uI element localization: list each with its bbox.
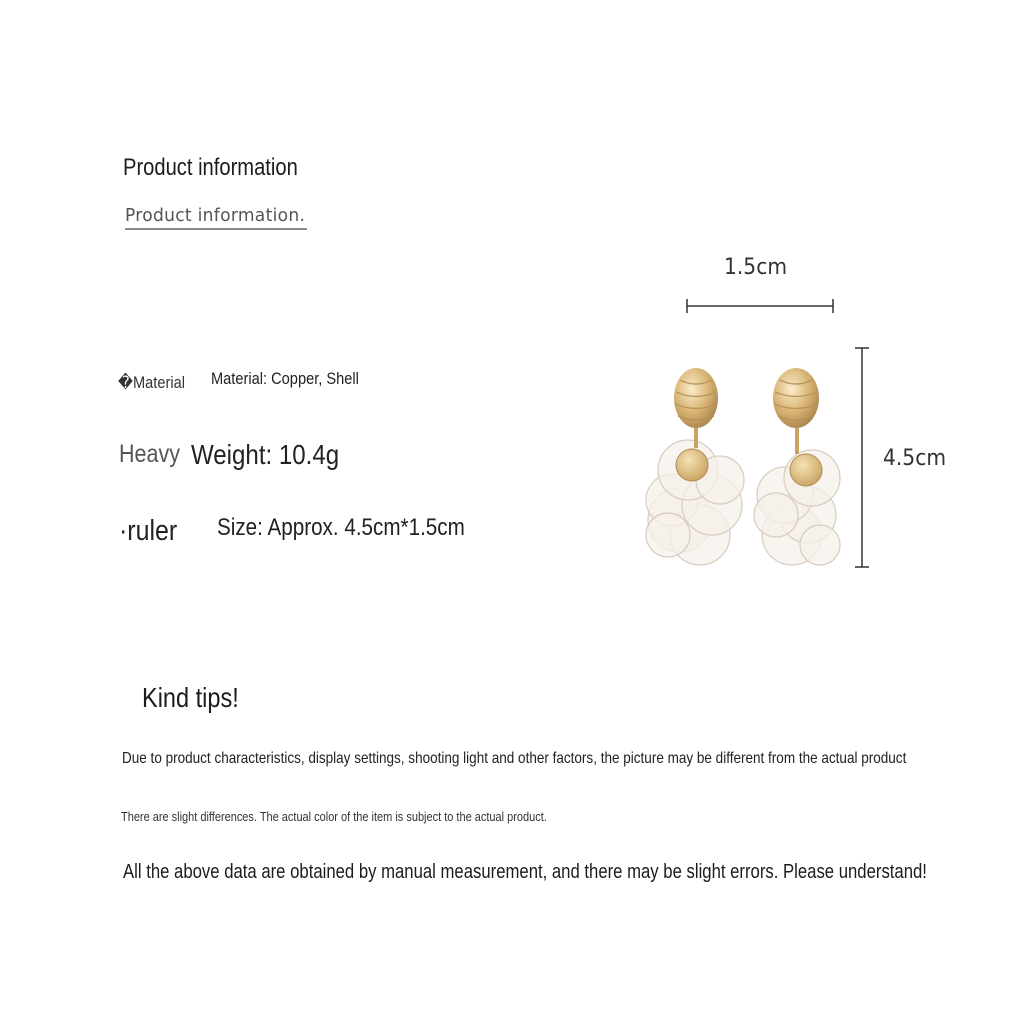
- left-earring: [646, 368, 744, 565]
- tips-note-measurement: All the above data are obtained by manual measurement, and there may be slight errors. Please understand!: [123, 861, 927, 883]
- section-subtitle: Product information.: [125, 205, 306, 226]
- page-title: Product information: [123, 154, 298, 181]
- tips-note-display: Due to product characteristics, display settings, shooting light and other factors, the picture may be different from the actual product: [122, 750, 907, 767]
- material-value: Material: Copper, Shell: [211, 369, 359, 388]
- height-measurement: 4.5cm: [883, 446, 947, 471]
- weight-label: Heavy: [119, 440, 180, 468]
- material-label: �Material: [118, 373, 185, 392]
- tips-note-color: There are slight differences. The actual color of the item is subject to the actual product.: [121, 809, 547, 824]
- width-measurement: 1.5cm: [724, 255, 788, 280]
- height-dimension-line: [855, 348, 869, 567]
- tips-title: Kind tips!: [142, 682, 239, 713]
- size-label: ·ruler: [119, 515, 178, 547]
- right-earring: [754, 368, 840, 565]
- size-value: Size: Approx. 4.5cm*1.5cm: [217, 514, 465, 541]
- width-dimension-line: [687, 299, 833, 313]
- weight-value: Weight: 10.4g: [191, 439, 340, 470]
